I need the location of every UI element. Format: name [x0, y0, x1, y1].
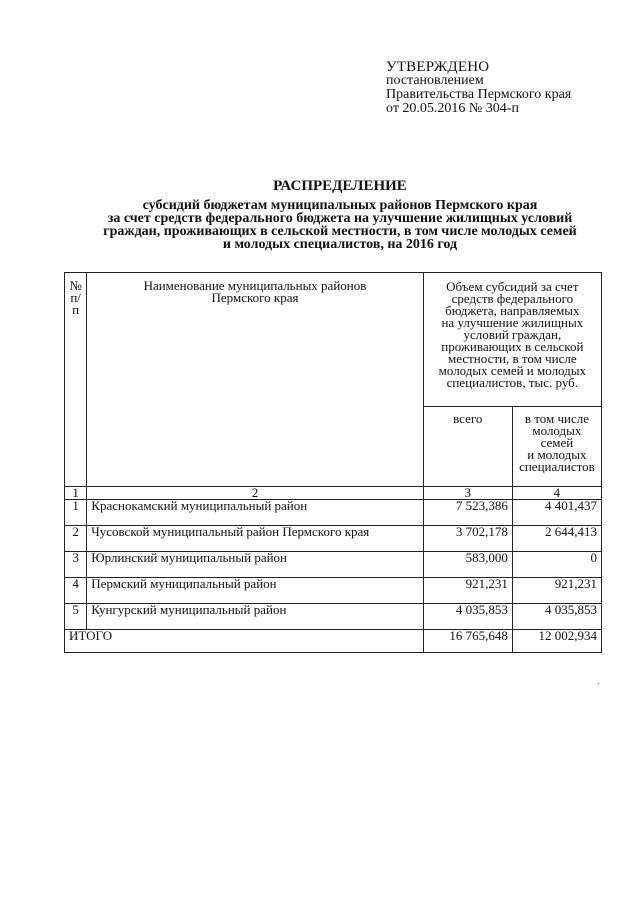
header-total — [423, 407, 512, 487]
title-line-2: за счет средств федерального бюджета на улучшение жилищных условий — [107, 211, 573, 226]
header-volume-line: местности, в том числе — [448, 351, 577, 366]
header-volume-line: условий граждан, — [463, 327, 562, 342]
header-young-line: специалистов — [519, 459, 595, 474]
scan-speck — [598, 683, 599, 684]
row-total: 3 702,178 — [423, 526, 512, 552]
approval-stamp — [386, 60, 571, 116]
title-line-1: субсидий бюджетам муниципальных районов Пермского края — [142, 198, 538, 213]
row-district-name: Чусовской муниципальный район Пермского края — [87, 526, 423, 552]
row-number: 5 — [65, 604, 87, 630]
header-volume — [423, 273, 601, 407]
header-volume-line: проживающих в сельской — [441, 339, 584, 354]
table-row — [65, 578, 602, 604]
header-young-line: в том числе — [524, 411, 589, 426]
row-number: 1 — [65, 500, 87, 526]
row-young: 921,231 — [512, 578, 601, 604]
row-young: 2 644,413 — [512, 526, 601, 552]
approval-heading: УТВЕРЖДЕНО — [386, 59, 490, 75]
total-row — [65, 630, 602, 653]
header-row — [65, 273, 602, 407]
header-young — [512, 407, 601, 487]
row-district-name: Краснокамский муниципальный район — [87, 500, 423, 526]
table-row — [65, 552, 602, 578]
row-district-name: Кунгурский муниципальный район — [87, 604, 423, 630]
table-row — [65, 526, 602, 552]
title-line-4: и молодых специалистов, на 2016 год — [222, 237, 458, 252]
header-number — [65, 273, 87, 487]
total-label: ИТОГО — [65, 630, 424, 653]
row-total: 4 035,853 — [423, 604, 512, 630]
header-number-line-2: п/п — [70, 290, 81, 317]
table-row — [65, 500, 602, 526]
header-volume-line: на улучшение жилищных — [441, 315, 584, 330]
total-sum: 16 765,648 — [423, 630, 512, 653]
row-district-name: Юрлинский муниципальный район — [87, 552, 423, 578]
column-number: 2 — [87, 487, 423, 500]
title-main: РАСПРЕДЕЛЕНИЕ — [273, 178, 407, 194]
column-number: 3 — [423, 487, 512, 500]
header-young-line: семей — [540, 435, 574, 450]
header-volume-line: средств федерального — [451, 291, 574, 306]
header-young-line: и молодых — [527, 447, 587, 462]
total-young-sum: 12 002,934 — [512, 630, 601, 653]
approval-line-3: от 20.05.2016 № 304-п — [386, 101, 519, 116]
title-line-3: граждан, проживающих в сельской местности, в том числе молодых семей — [103, 224, 577, 239]
row-total: 7 523,386 — [423, 500, 512, 526]
header-name — [87, 273, 423, 487]
header-name-line-2: Пермского края — [211, 290, 299, 305]
header-volume-line: молодых семей и молодых — [438, 363, 587, 378]
row-total: 583,000 — [423, 552, 512, 578]
document-title — [60, 180, 620, 251]
header-volume-line: специалистов, тыс. руб. — [446, 375, 579, 390]
row-young: 4 035,853 — [512, 604, 601, 630]
row-young: 4 401,437 — [512, 500, 601, 526]
row-number: 3 — [65, 552, 87, 578]
row-total: 921,231 — [423, 578, 512, 604]
table-row — [65, 604, 602, 630]
column-number: 4 — [512, 487, 601, 500]
row-district-name: Пермский муниципальный район — [87, 578, 423, 604]
header-name-line-1: Наименование муниципальных районов — [143, 278, 367, 293]
header-young-line: молодых — [532, 423, 582, 438]
approval-line-1: постановлением — [386, 73, 484, 88]
row-young: 0 — [512, 552, 601, 578]
row-number: 4 — [65, 578, 87, 604]
header-volume-line: бюджета, направляемых — [445, 303, 580, 318]
header-number-line-1: № — [69, 278, 82, 293]
subsidy-table — [64, 272, 602, 653]
column-number: 1 — [65, 487, 87, 500]
approval-line-2: Правительства Пермского края — [386, 87, 572, 102]
header-volume-line: Объем субсидий за счет — [446, 279, 579, 294]
header-total-label: всего — [453, 411, 483, 426]
row-number: 2 — [65, 526, 87, 552]
